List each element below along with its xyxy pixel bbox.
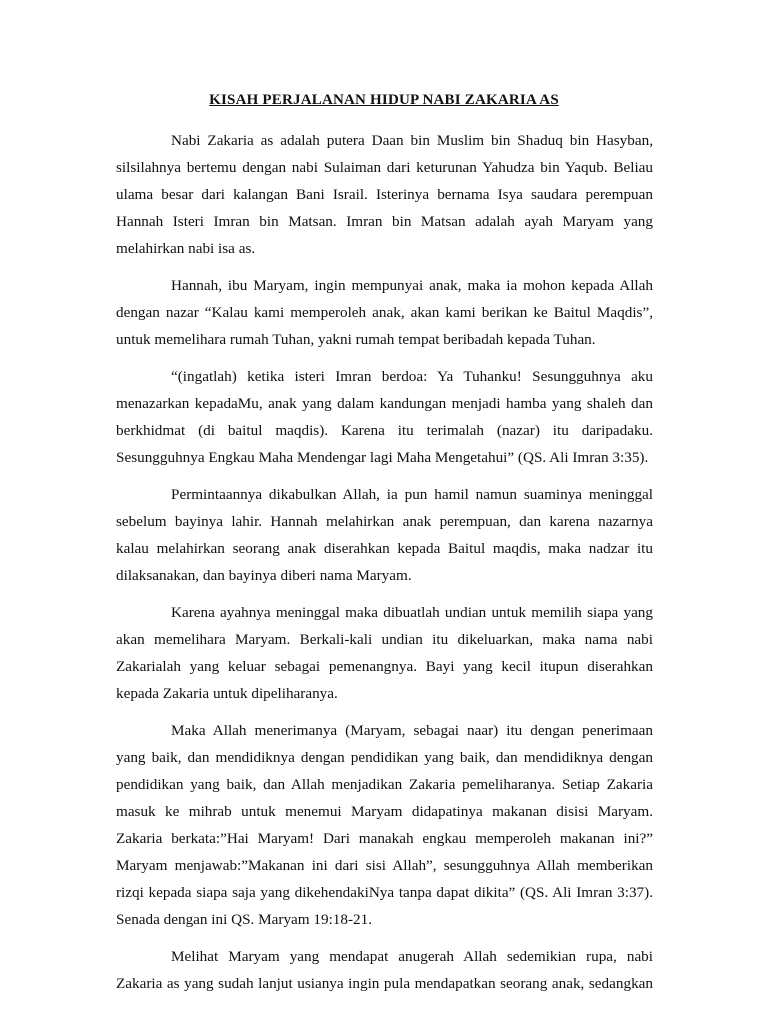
text-line: “(ingatlah) ketika isteri Imran berdoa: Ya Tuhanku! Sesungguhnya aku <box>171 368 653 385</box>
paragraph-1 <box>116 127 653 262</box>
text-line: Nabi Zakaria as adalah putera Daan bin Muslim bin Shaduq bin Hasyban, <box>171 132 653 149</box>
text-line: melahirkan nabi isa as. <box>116 240 256 257</box>
paragraph-3 <box>116 363 653 471</box>
text-line: Hannah, ibu Maryam, ingin mempunyai anak, maka ia mohon kepada Allah <box>171 277 653 294</box>
text-line: Permintaannya dikabulkan Allah, ia pun hamil namun suaminya meninggal <box>171 486 653 503</box>
text-line: kepada Zakaria untuk dipeliharanya. <box>116 685 338 702</box>
text-line: Senada dengan ini QS. Maryam 19:18-21. <box>116 911 373 928</box>
text-line: rizqi kepada siapa saja yang dikehendakiNya tanpa dapat dikita” (QS. Ali Imran 3:37). <box>116 884 653 901</box>
paragraph-4 <box>116 481 653 589</box>
text-line: Maka Allah menerimanya (Maryam, sebagai naar) itu dengan penerimaan <box>171 722 653 739</box>
text-line: akan memelihara Maryam. Berkali-kali undian itu dikeluarkan, maka nama nabi <box>116 631 653 648</box>
text-line: silsilahnya bertemu dengan nabi Sulaiman dari keturunan Yahudza bin Yaqub. Beliau <box>116 159 653 176</box>
text-line: Maryam menjawab:”Makanan ini dari sisi Allah”, sesungguhnya Allah memberikan <box>116 857 653 874</box>
document-title: KISAH PERJALANAN HIDUP NABI ZAKARIA AS <box>209 92 559 108</box>
text-line: Sesungguhnya Engkau Maha Mendengar lagi Maha Mengetahui” (QS. Ali Imran 3:35). <box>116 449 649 466</box>
text-line: Hannah Isteri Imran bin Matsan. Imran bin Matsan adalah ayah Maryam yang <box>116 213 653 230</box>
text-line: berkhidmat (di baitul maqdis). Karena itu terimalah (nazar) itu daripadaku. <box>116 422 653 439</box>
text-line: pendidikan yang baik, dan Allah menjadikan Zakaria pemeliharanya. Setiap Zakaria <box>116 776 653 793</box>
text-line: untuk memelihara rumah Tuhan, yakni rumah tempat beribadah kepada Tuhan. <box>116 331 596 348</box>
text-line: dengan nazar “Kalau kami memperoleh anak, akan kami berikan ke Baitul Maqdis”, <box>116 304 653 321</box>
paragraph-7 <box>116 943 653 997</box>
document-body <box>116 127 653 1007</box>
paragraph-5 <box>116 599 653 707</box>
text-line: Zakarialah yang keluar sebagai pemenangnya. Bayi yang kecil itupun diserahkan <box>116 658 653 675</box>
text-line: kalau melahirkan seorang anak diserahkan kepada Baitul maqdis, maka nadzar itu <box>116 540 653 557</box>
text-line: masuk ke mihrab untuk menemui Maryam didapatinya makanan disisi Maryam. <box>116 803 653 820</box>
text-line: Zakaria berkata:”Hai Maryam! Dari manakah engkau memperoleh makanan ini?” <box>116 830 653 847</box>
text-line: Melihat Maryam yang mendapat anugerah Allah sedemikian rupa, nabi <box>171 948 653 965</box>
text-line: Zakaria as yang sudah lanjut usianya ingin pula mendapatkan seorang anak, sedangkan <box>116 975 653 992</box>
text-line: sebelum bayinya lahir. Hannah melahirkan anak perempuan, dan karena nazarnya <box>116 513 653 530</box>
paragraph-6 <box>116 717 653 933</box>
paragraph-2 <box>116 272 653 353</box>
text-line: menazarkan kepadaMu, anak yang dalam kandungan menjadi hamba yang shaleh dan <box>116 395 653 412</box>
text-line: dilaksanakan, dan bayinya diberi nama Maryam. <box>116 567 412 584</box>
text-line: yang baik, dan mendidiknya dengan pendidikan yang baik, dan mendidiknya dengan <box>116 749 653 766</box>
text-line: ulama besar dari kalangan Bani Israil. Isterinya bernama Isya saudara perempuan <box>116 186 653 203</box>
text-line: Karena ayahnya meninggal maka dibuatlah undian untuk memilih siapa yang <box>171 604 653 621</box>
